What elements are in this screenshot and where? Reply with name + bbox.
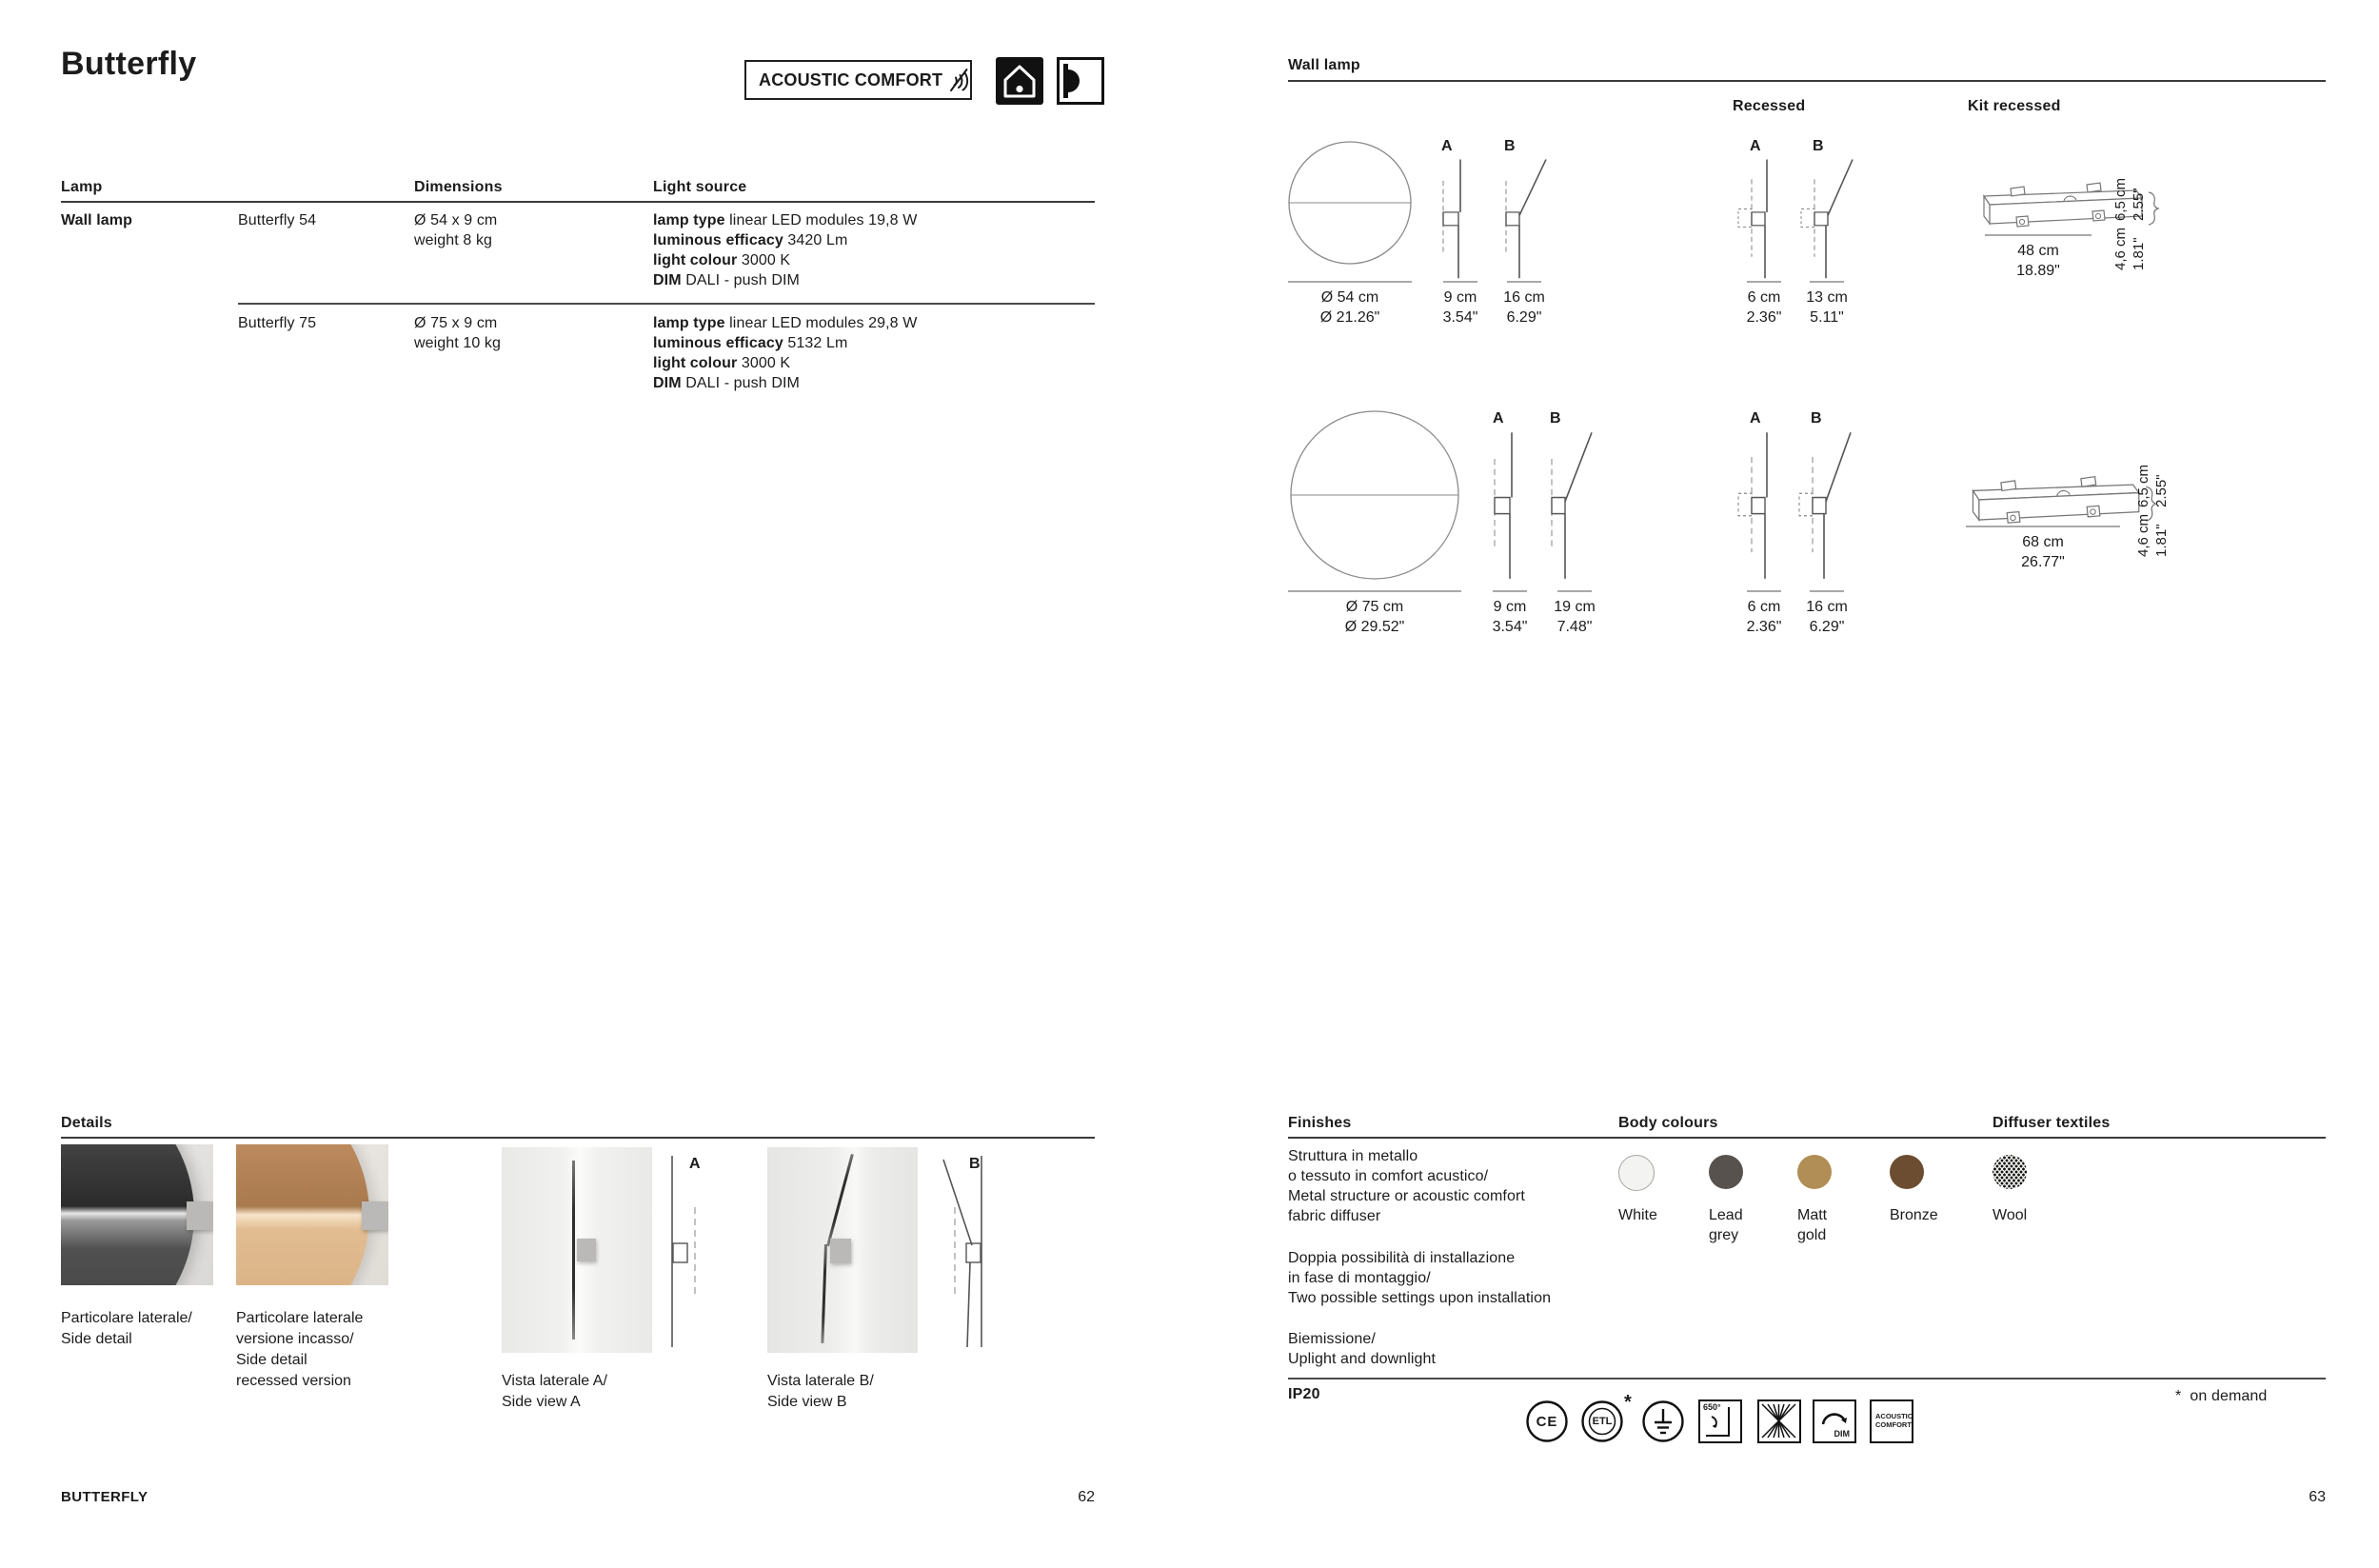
swatch-label-bronze: Bronze [1890,1207,1938,1223]
acoustic-comfort-cert-icon: ACOUSTIC COMFORT [1870,1399,1913,1443]
wall-lamp-type-icon [1057,57,1104,105]
side-view-a-drawing [666,1154,714,1349]
front-view-drawing-75 [1287,407,1462,583]
dim-line [1810,281,1844,283]
recessed-b-marker: B [1813,138,1824,154]
col-header-dimensions: Dimensions [414,179,503,195]
dim-view-a-75: 9 cm 3.54" [1492,599,1528,635]
protective-earth-icon [1641,1399,1685,1443]
swatch-matt-gold [1797,1155,1832,1189]
view-a-marker: A [1493,410,1504,427]
dim-line [1810,590,1844,592]
disc-edge-bottom [821,1244,827,1343]
etl-listed-icon: ETL * [1580,1399,1624,1443]
diffuser-textiles-title: Diffuser textiles [1992,1115,2111,1131]
dim-recessed-b-75: 16 cm 6.29" [1806,599,1848,635]
caption-side-view-b: Vista laterale B/ Side view B [767,1373,874,1410]
photo-side-detail-recessed [236,1144,388,1285]
swatch-label-wool: Wool [1992,1207,2028,1223]
caption-side-detail: Particolare laterale/ Side detail [61,1310,192,1347]
view-a-marker: A [1441,138,1453,154]
acoustic-waves-icon [942,65,973,95]
side-view-a-drawing-54 [1436,156,1474,280]
dim-line [1288,590,1461,592]
swatch-label-matt-gold: Matt gold [1797,1207,1828,1243]
acoustic-comfort-label: ACOUSTIC COMFORT [759,69,943,89]
side-view-b-drawing [938,1154,987,1349]
row2-model: Butterfly 75 [238,315,317,331]
wall-bracket [830,1239,851,1263]
etl-asterisk: * [1624,1392,1632,1413]
wall-bracket [577,1239,596,1261]
col-kit-recessed: Kit recessed [1968,98,2061,114]
swatch-label-lead-grey: Lead grey [1709,1207,1743,1243]
wall-bracket [362,1201,388,1230]
finishes-title: Finishes [1288,1115,1352,1131]
col-header-lamp: Lamp [61,179,103,195]
acoustic-comfort-badge [744,60,972,100]
row1-category: Wall lamp [61,212,132,228]
dim-line [1966,526,2120,527]
dim-front-54: Ø 54 cm Ø 21.26" [1319,289,1380,326]
swatch-bronze [1890,1155,1924,1189]
dim-recessed-a-75: 6 cm 2.36" [1746,599,1782,635]
page-number-left: 62 [1078,1489,1095,1505]
ip-rule [1288,1378,2326,1379]
recessed-a-marker: A [1750,410,1761,427]
photo-side-view-b [767,1147,918,1353]
lamp-disc-dark [61,1144,194,1285]
finishes-para-2: Doppia possibilità di installazione in fase di montaggio/ Two possible settings upon installation [1288,1250,1552,1306]
finishes-para-3: Biemissione/ Uplight and downlight [1288,1331,1437,1367]
dim-kit-75: 68 cm 26.77" [2021,534,2065,570]
dim-view-a-54: 9 cm 3.54" [1442,289,1478,326]
recessed-a-drawing-75 [1736,428,1784,581]
marker-b: B [969,1156,981,1172]
lamp-disc-bronze [236,1144,369,1285]
dim-line [1288,281,1412,283]
disc-edge [572,1161,575,1340]
disc-edge-top [826,1154,854,1246]
row2-light-source: lamp type linear LED modules 29,8 W luminous efficacy 5132 Lm light colour 3000 K DIM DALI - push DIM [653,315,918,391]
col-recessed: Recessed [1733,98,1806,114]
row1-model: Butterfly 54 [238,212,317,228]
dim-line [1493,590,1527,592]
dim-line [1443,281,1477,283]
light-distribution-icon [1757,1399,1801,1443]
diagram-section-title: Wall lamp [1288,57,1360,73]
page-number-right: 63 [2309,1489,2326,1505]
footer-brand: BUTTERFLY [61,1489,149,1505]
body-colours-title: Body colours [1618,1115,1718,1131]
dim-front-75: Ø 75 cm Ø 29.52" [1344,599,1405,635]
indoor-use-icon [996,57,1043,105]
details-section-title: Details [61,1115,112,1131]
row1-light-source: lamp type linear LED modules 19,8 W luminous efficacy 3420 Lm light colour 3000 K DIM DALI - push DIM [653,212,918,288]
dim-kit-54: 48 cm 18.89" [2016,243,2060,279]
row1-dimensions: Ø 54 x 9 cm weight 8 kg [414,212,498,248]
side-view-b-drawing-75 [1544,428,1594,581]
recessed-b-marker: B [1811,410,1822,427]
recessed-b-drawing-75 [1797,428,1853,581]
dim-view-b-54: 16 cm 6.29" [1503,289,1545,326]
table-row-rule [238,303,1095,305]
wall-bracket [187,1201,213,1230]
row2-dimensions: Ø 75 x 9 cm weight 10 kg [414,315,502,351]
650-degrees-icon: 650° [1698,1399,1742,1443]
side-view-b-drawing-54 [1498,156,1548,280]
on-demand-note: * on demand [2175,1388,2268,1404]
caption-side-view-a: Vista laterale A/ Side view A [502,1373,607,1410]
recessed-b-drawing-54 [1799,156,1854,280]
dim-line [1507,281,1541,283]
ce-mark-icon: CE [1525,1399,1569,1443]
swatch-wool [1992,1155,2027,1189]
dim-recessed-a-54: 6 cm 2.36" [1746,289,1782,326]
col-header-light-source: Light source [653,179,747,195]
table-header-rule [61,201,1095,203]
photo-side-view-a [502,1147,652,1353]
marker-a: A [689,1156,701,1172]
photo-side-detail [61,1144,213,1285]
finishes-rule [1288,1137,2326,1139]
swatch-label-white: White [1618,1207,1657,1223]
dimmable-icon: DIM [1813,1399,1856,1443]
side-view-a-drawing-75 [1487,428,1525,581]
page-title: Butterfly [61,46,197,82]
dim-line [1557,590,1592,592]
dim-recessed-b-54: 13 cm 5.11" [1806,289,1848,326]
dim-line [1747,281,1781,283]
swatch-white [1618,1155,1655,1191]
kit-heights-54: 4,6 cm 6,5 cm 1.81" 2.55" [2112,177,2147,270]
caption-side-detail-recessed: Particolare laterale versione incasso/ Side detail recessed version [236,1310,364,1389]
dim-line [1985,234,2092,236]
diagram-rule [1288,80,2326,82]
recessed-a-marker: A [1750,138,1761,154]
finishes-para-1: Struttura in metallo o tessuto in comfort acustico/ Metal structure or acoustic comfort fabric diffuser [1288,1148,1525,1224]
dim-view-b-75: 19 cm 7.48" [1554,599,1596,635]
ip-rating: IP20 [1288,1386,1320,1402]
recessed-a-drawing-54 [1736,156,1784,280]
kit-heights-75: 4,6 cm 6,5 cm 1.81" 2.55" [2135,464,2170,557]
view-b-marker: B [1550,410,1561,427]
dim-line [1747,590,1781,592]
front-view-drawing-54 [1283,136,1417,269]
details-rule [61,1137,1095,1139]
swatch-lead-grey [1709,1155,1743,1189]
view-b-marker: B [1504,138,1516,154]
